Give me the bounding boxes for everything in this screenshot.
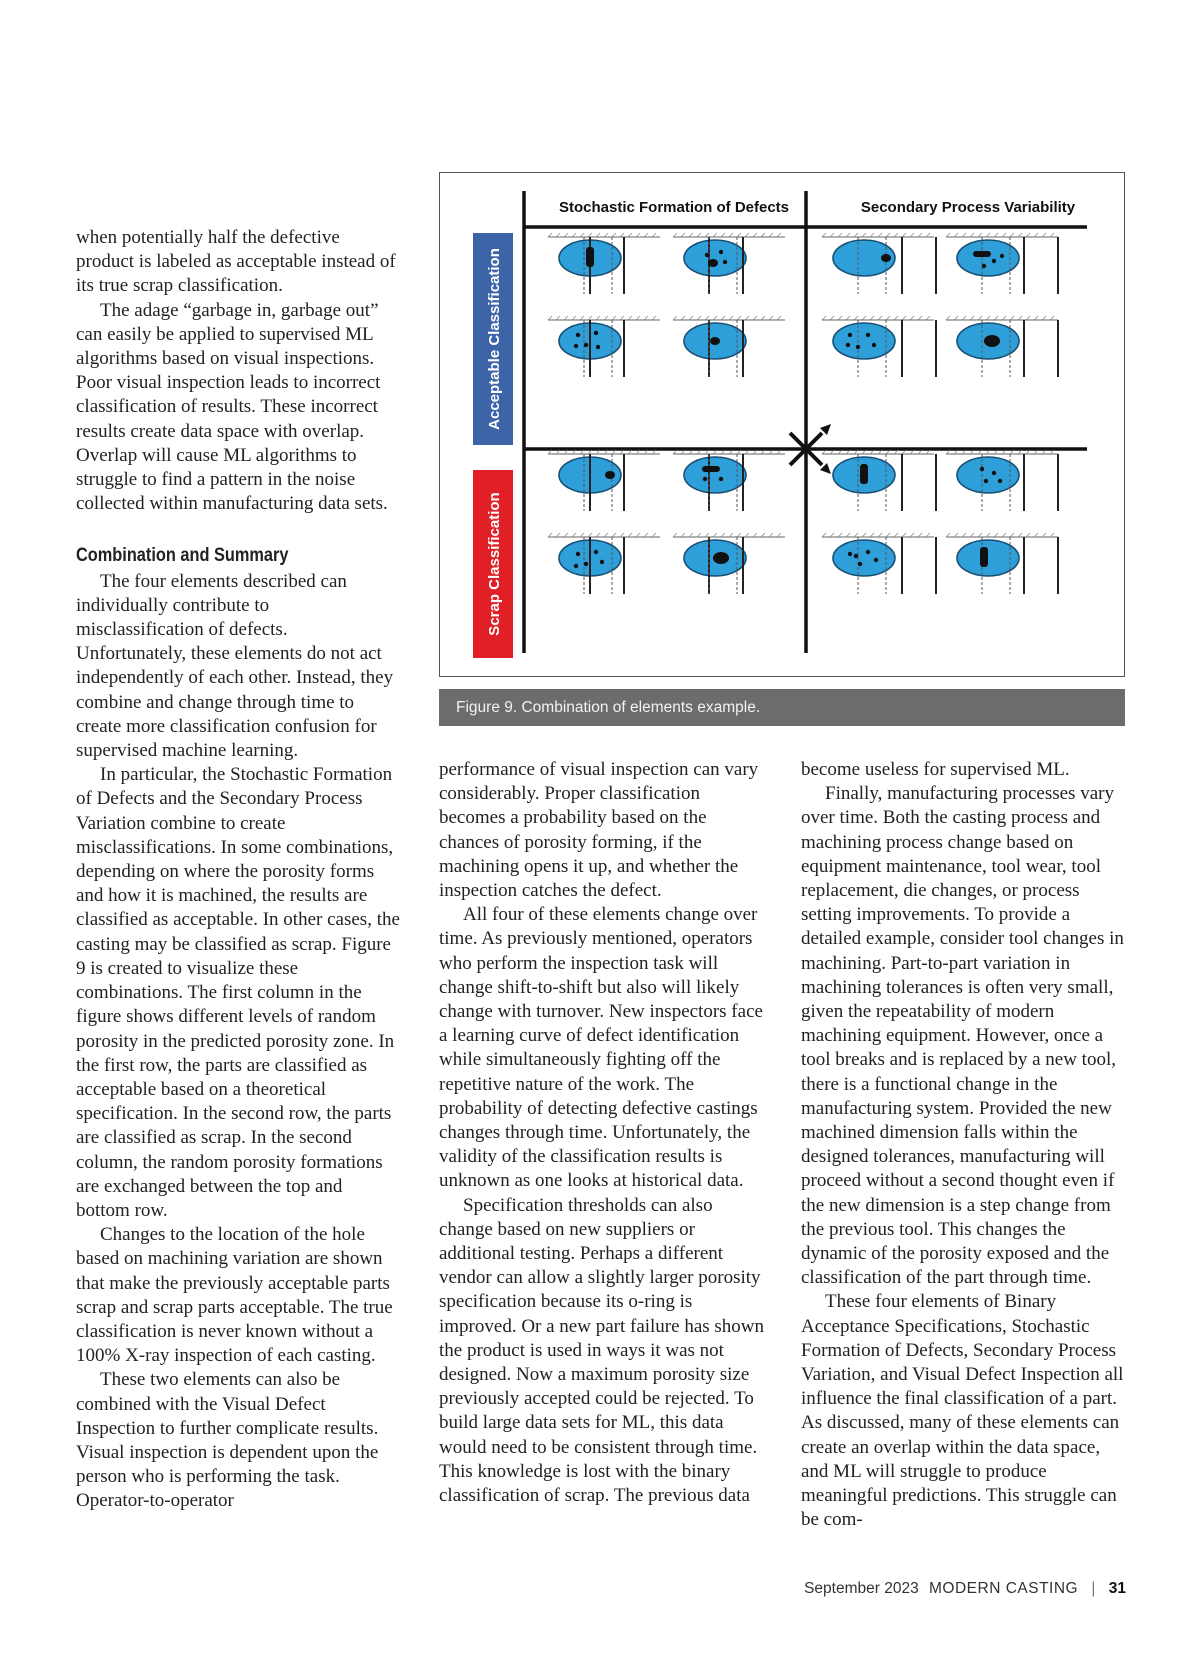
hatch-mark: [886, 533, 890, 537]
column-header-stochastic: Stochastic Formation of Defects: [558, 199, 790, 216]
hatch-mark: [620, 233, 624, 237]
hatch-mark: [926, 533, 930, 537]
pore-dot: [846, 343, 850, 347]
hatch-mark: [994, 533, 998, 537]
footer-separator: |: [1091, 1580, 1096, 1597]
hatch-mark: [556, 233, 560, 237]
hatch-mark: [1018, 233, 1022, 237]
hatch-mark: [644, 533, 648, 537]
hatch-mark: [910, 533, 914, 537]
hatch-mark: [894, 316, 898, 320]
pore-bar: [860, 464, 868, 484]
hatch-mark: [970, 233, 974, 237]
pore-dot: [992, 259, 996, 263]
part-cell: [822, 233, 936, 294]
paragraph: performance of visual inspection can vary considerably. Proper classification becomes a probability based on the chances of porosity forming, if the machining opens it up, and whether the inspection catches the defect.: [439, 759, 759, 902]
hatch-mark: [862, 533, 866, 537]
hatch-mark: [729, 233, 733, 237]
part-cell: [946, 316, 1058, 377]
hatch-mark: [886, 316, 890, 320]
hatch-mark: [1026, 233, 1030, 237]
row-label-scrap: Scrap Classification: [486, 492, 503, 636]
hatch-mark: [673, 533, 677, 537]
hatch-mark: [644, 233, 648, 237]
hatch-mark: [644, 316, 648, 320]
hatch-mark: [954, 316, 958, 320]
paragraph: In particular, the Stochastic Formation of Defects and the Secondary Process Variation combine to create misclassifications. In some combinations, depending on where the porosity forms and how it is machined, the results are classified as acceptable. In other cases, the casting may be classified as scrap. Figure 9 is created to visualize these combinations. The first column in the figure shows different levels of random porosity in the predicted porosity zone. In the first row, the parts are classified as acceptable based on a theoretical specification. In the second row, the parts are classified as scrap. In the second column, the random porosity formations are exchanged between the top and bottom row.: [76, 764, 400, 1221]
hatch-mark: [681, 233, 685, 237]
hatch-mark: [580, 316, 584, 320]
hatch-mark: [1042, 316, 1046, 320]
figure-9: [439, 172, 1125, 677]
part-cell: [548, 450, 660, 511]
hatch-mark: [910, 233, 914, 237]
hatch-mark: [1050, 316, 1054, 320]
hatch-mark: [1018, 533, 1022, 537]
hatch-mark: [580, 533, 584, 537]
hatch-mark: [745, 316, 749, 320]
hatch-mark: [978, 533, 982, 537]
pore-blob: [881, 254, 891, 262]
hatch-mark: [830, 533, 834, 537]
hatch-mark: [846, 233, 850, 237]
hatch-mark: [564, 233, 568, 237]
pore-dot: [1000, 254, 1004, 258]
hatch-mark: [556, 533, 560, 537]
pore-dot: [866, 550, 870, 554]
part-cell: [548, 316, 660, 377]
hatch-mark: [902, 533, 906, 537]
hatch-mark: [777, 316, 781, 320]
hatch-mark: [878, 533, 882, 537]
pore-dot: [848, 552, 852, 556]
hatch-mark: [862, 233, 866, 237]
hatch-mark: [822, 533, 826, 537]
pore-blob: [984, 335, 1000, 347]
hatch-mark: [822, 316, 826, 320]
hatch-mark: [681, 533, 685, 537]
pore-dot: [998, 479, 1002, 483]
hatch-mark: [572, 533, 576, 537]
hatch-mark: [1010, 233, 1014, 237]
pore-dot: [872, 343, 876, 347]
pore-dot: [982, 264, 986, 268]
hatch-mark: [854, 533, 858, 537]
hatch-mark: [894, 533, 898, 537]
part-cell: [822, 316, 936, 377]
part-cell: [946, 233, 1058, 294]
paragraph: The four elements described can individually contribute to misclassification of defects. Unfortunately, these elements do not act independently of each other. Instead, they combine and change through time to create more classification confusion for supervised machine learning.: [76, 570, 394, 762]
part-cell: [822, 450, 936, 511]
hatch-mark: [926, 316, 930, 320]
hatch-mark: [705, 316, 709, 320]
part-cell: [548, 533, 660, 594]
hatch-mark: [636, 533, 640, 537]
pore-dot: [992, 471, 996, 475]
pore-dot: [574, 344, 578, 348]
hatch-mark: [705, 533, 709, 537]
footer-magazine: MODERN CASTING: [929, 1580, 1079, 1597]
pore-bar: [586, 247, 594, 267]
hatch-mark: [886, 233, 890, 237]
hatch-mark: [1034, 533, 1038, 537]
hatch-mark: [946, 533, 950, 537]
hatch-mark: [769, 316, 773, 320]
hatch-mark: [1002, 316, 1006, 320]
hatch-mark: [628, 316, 632, 320]
hatch-mark: [737, 233, 741, 237]
pore-dot: [574, 564, 578, 568]
pore-dot: [719, 250, 723, 254]
hatch-mark: [1018, 316, 1022, 320]
article-column-2: [439, 758, 764, 1508]
hatch-mark: [564, 533, 568, 537]
article-column-1: [76, 226, 400, 1514]
hatch-mark: [673, 316, 677, 320]
hatch-mark: [946, 316, 950, 320]
pore-bar: [702, 466, 720, 472]
article-column-3: [801, 758, 1126, 1533]
hatch-mark: [548, 533, 552, 537]
hatch-mark: [737, 533, 741, 537]
hatch-mark: [745, 533, 749, 537]
hatch-mark: [697, 533, 701, 537]
hatch-mark: [604, 533, 608, 537]
hatch-mark: [862, 316, 866, 320]
page-footer: [804, 1580, 1126, 1598]
hatch-mark: [769, 233, 773, 237]
hatch-mark: [986, 316, 990, 320]
hatch-mark: [878, 316, 882, 320]
paragraph: The adage “garbage in, garbage out” can easily be applied to supervised ML algorithms based on visual inspections. Poor visual inspection leads to incorrect classification of results. These incorrect results create data space with overlap. Overlap will cause ML algorithms to struggle to find a pattern in the noise collected within manufacturing data sets.: [76, 299, 388, 515]
hatch-mark: [838, 233, 842, 237]
part-cell: [673, 450, 785, 511]
hatch-mark: [1042, 533, 1046, 537]
hatch-mark: [926, 233, 930, 237]
hatch-mark: [854, 316, 858, 320]
paragraph: Specification thresholds can also change based on new suppliers or additional testing. Perhaps a different vendor can allow a slightly larger porosity specification because its o-ring is improved. Or a new part failure has shown the product is used in ways it was not designed. Now a maximum porosity size previously accepted could be rejected. To build large data sets for ML, this data would need to be consistent through time. This knowledge is lost with the binary classification of scrap. The previous data: [439, 1194, 765, 1507]
hatch-mark: [946, 233, 950, 237]
hatch-mark: [753, 533, 757, 537]
pore-bar: [973, 251, 991, 257]
hatch-mark: [737, 316, 741, 320]
hatch-mark: [596, 233, 600, 237]
hatch-mark: [612, 316, 616, 320]
hatch-mark: [910, 316, 914, 320]
hatch-mark: [620, 533, 624, 537]
hatch-mark: [636, 233, 640, 237]
paragraph: become useless for supervised ML.: [801, 759, 1070, 780]
hatch-mark: [978, 316, 982, 320]
hatch-mark: [628, 233, 632, 237]
paragraph: when potentially half the defective product is labeled as acceptable instead of its true scrap classification.: [76, 227, 396, 297]
hatch-mark: [870, 233, 874, 237]
hatch-mark: [986, 533, 990, 537]
pore-dot: [705, 253, 709, 257]
hatch-mark: [612, 233, 616, 237]
hatch-mark: [761, 533, 765, 537]
hatch-mark: [830, 233, 834, 237]
hatch-mark: [970, 316, 974, 320]
pore-blob: [605, 471, 615, 479]
hatch-mark: [596, 316, 600, 320]
hatch-mark: [870, 533, 874, 537]
row-label-acceptable: Acceptable Classification: [486, 248, 503, 430]
hatch-mark: [652, 533, 656, 537]
pore-dot: [984, 479, 988, 483]
paragraph: These two elements can also be combined with the Visual Defect Inspection to further complicate results. Visual inspection is dependent upon the person who is performing the task. Operator-to-operator: [76, 1369, 379, 1512]
pore-dot: [600, 560, 604, 564]
pore-blob: [713, 552, 729, 564]
part-cell: [673, 316, 785, 377]
hatch-mark: [1034, 233, 1038, 237]
hatch-mark: [846, 533, 850, 537]
paragraph: Changes to the location of the hole based on machining variation are shown that make the previously acceptable parts scrap and scrap parts acceptable. The true classification is never known without a 100% X-ray inspection of each casting.: [76, 1224, 393, 1367]
pore-dot: [703, 477, 707, 481]
figure-caption: Figure 9. Combination of elements example.: [439, 689, 1125, 726]
hatch-mark: [1010, 316, 1014, 320]
hatch-mark: [1010, 533, 1014, 537]
hatch-mark: [846, 316, 850, 320]
hatch-mark: [713, 233, 717, 237]
hatch-mark: [753, 316, 757, 320]
hatch-mark: [761, 233, 765, 237]
pore-dot: [584, 562, 588, 566]
footer-date: September 2023: [804, 1580, 919, 1597]
paragraph: All four of these elements change over time. As previously mentioned, operators who perform the inspection task will change shift-to-shift but also will likely change with turnover. New inspectors face a learning curve of defect identification while simultaneously fighting off the repetitive nature of the work. The probability of detecting defective castings changes through time. Unfortunately, the validity of the classification results is unknown as one looks at historical data.: [439, 904, 763, 1192]
hatch-mark: [636, 316, 640, 320]
hatch-mark: [830, 316, 834, 320]
part-cells: [548, 233, 1058, 594]
hatch-mark: [838, 316, 842, 320]
hatch-mark: [1002, 533, 1006, 537]
hatch-mark: [612, 533, 616, 537]
pore-blob: [710, 337, 720, 345]
part-cell: [946, 450, 1058, 511]
hatch-mark: [548, 233, 552, 237]
hatch-mark: [713, 533, 717, 537]
hatch-mark: [721, 533, 725, 537]
figure-diagram: [440, 173, 1126, 678]
hatch-mark: [588, 233, 592, 237]
hatch-mark: [697, 316, 701, 320]
hatch-mark: [729, 533, 733, 537]
part-cell: [822, 533, 936, 594]
hatch-mark: [713, 316, 717, 320]
hatch-mark: [588, 533, 592, 537]
hatch-mark: [970, 533, 974, 537]
hatch-mark: [572, 233, 576, 237]
pore-dot: [848, 333, 852, 337]
pore-dot: [576, 552, 580, 556]
hatch-mark: [588, 316, 592, 320]
hatch-mark: [962, 533, 966, 537]
pore-blob: [708, 259, 718, 267]
hatch-mark: [822, 233, 826, 237]
hatch-mark: [753, 233, 757, 237]
hatch-mark: [777, 233, 781, 237]
hatch-mark: [652, 233, 656, 237]
paragraph: Finally, manufacturing processes vary over time. Both the casting process and machining process change based on equipment maintenance, tool wear, tool replacement, die changes, or process setting improvements. To provide a detailed example, consider tool changes in machining. Part-to-part variation in machining tolerances is often very small, given the repeatability of modern machining equipment. However, once a tool breaks and is replaced by a new tool, there is a functional change in the manufacturing system. Provided the new machined dimension falls within the designed tolerances, manufacturing will proceed without a second thought even if the new dimension is a step change from the previous tool. This changes the dynamic of the porosity exposed and the classification of the part through time.: [801, 783, 1124, 1289]
hatch-mark: [918, 316, 922, 320]
hatch-mark: [580, 233, 584, 237]
hatch-mark: [689, 533, 693, 537]
part-cell: [673, 533, 785, 594]
pore-dot: [596, 345, 600, 349]
hatch-mark: [954, 533, 958, 537]
pore-dot: [594, 550, 598, 554]
pore-dot: [856, 345, 860, 349]
hatch-mark: [777, 533, 781, 537]
hatch-mark: [902, 316, 906, 320]
hatch-mark: [954, 233, 958, 237]
hatch-mark: [769, 533, 773, 537]
part-cell: [673, 233, 785, 294]
hatch-mark: [548, 316, 552, 320]
hatch-mark: [689, 316, 693, 320]
hatch-mark: [761, 316, 765, 320]
hatch-mark: [697, 233, 701, 237]
hatch-mark: [604, 233, 608, 237]
hatch-mark: [745, 233, 749, 237]
hatch-mark: [1026, 316, 1030, 320]
section-heading: Combination and Summary: [76, 545, 289, 567]
hatch-mark: [673, 233, 677, 237]
hatch-mark: [681, 316, 685, 320]
hatch-mark: [572, 316, 576, 320]
hatch-mark: [1042, 233, 1046, 237]
hatch-mark: [1026, 533, 1030, 537]
hatch-mark: [918, 533, 922, 537]
pore-dot: [874, 558, 878, 562]
pore-dot: [854, 554, 858, 558]
hatch-mark: [596, 533, 600, 537]
hatch-mark: [962, 316, 966, 320]
hatch-mark: [729, 316, 733, 320]
hatch-mark: [986, 233, 990, 237]
part-cell: [946, 533, 1058, 594]
hatch-mark: [870, 316, 874, 320]
hatch-mark: [628, 533, 632, 537]
pore-dot: [719, 477, 723, 481]
hatch-mark: [556, 316, 560, 320]
pore-dot: [576, 333, 580, 337]
part-cell: [548, 233, 660, 294]
hatch-mark: [689, 233, 693, 237]
hatch-mark: [705, 233, 709, 237]
hatch-mark: [1050, 233, 1054, 237]
hatch-mark: [994, 316, 998, 320]
hatch-mark: [1050, 533, 1054, 537]
hatch-mark: [894, 233, 898, 237]
page-number: 31: [1108, 1580, 1126, 1597]
column-header-secondary: Secondary Process Variability: [860, 199, 1076, 216]
hatch-mark: [564, 316, 568, 320]
paragraph: These four elements of Binary Acceptance Specifications, Stochastic Formation of Defects, Secondary Process Variation, and Visual Defect Inspection all influence the final classification of a part. As discussed, many of these elements can create an overlap within the data space, and ML will struggle to produce meaningful predictions. This struggle can be com-: [801, 1291, 1124, 1531]
hatch-mark: [994, 233, 998, 237]
pore-dot: [723, 260, 727, 264]
pore-dot: [980, 467, 984, 471]
pore-dot: [858, 562, 862, 566]
pore-dot: [866, 333, 870, 337]
hatch-mark: [978, 233, 982, 237]
hatch-mark: [604, 316, 608, 320]
pore-dot: [584, 343, 588, 347]
hatch-mark: [721, 233, 725, 237]
pore-bar: [980, 547, 988, 567]
hatch-mark: [1034, 316, 1038, 320]
hatch-mark: [721, 316, 725, 320]
hatch-mark: [838, 533, 842, 537]
hatch-mark: [918, 233, 922, 237]
hatch-mark: [620, 316, 624, 320]
hatch-mark: [878, 233, 882, 237]
hatch-mark: [1002, 233, 1006, 237]
pore-dot: [594, 331, 598, 335]
hatch-mark: [854, 233, 858, 237]
hatch-mark: [902, 233, 906, 237]
hatch-mark: [962, 233, 966, 237]
hatch-mark: [652, 316, 656, 320]
